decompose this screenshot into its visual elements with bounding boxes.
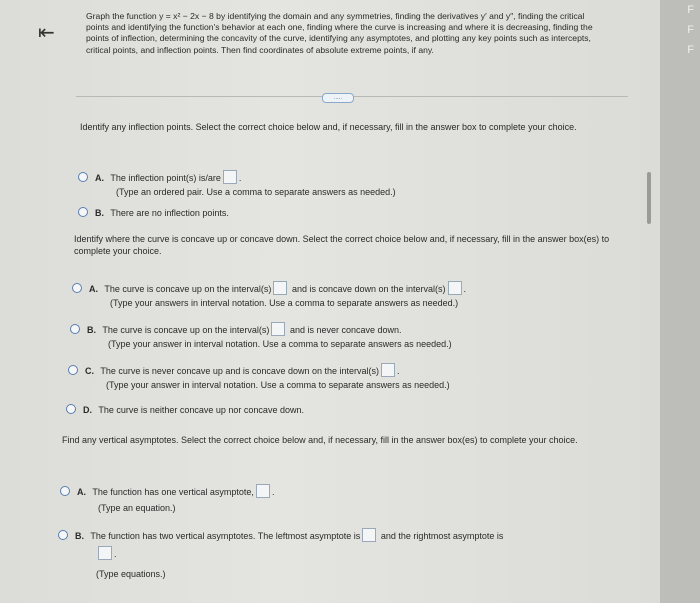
- edge-letter: F: [687, 24, 694, 36]
- q3-b-answer-box-right[interactable]: [98, 546, 112, 560]
- q1-option-a[interactable]: A. The inflection point(s) is/are .: [78, 170, 241, 184]
- q2-option-d[interactable]: [66, 404, 304, 416]
- q2-a-text2: and is concave down on the interval(s): [291, 284, 446, 294]
- q3-radio-b[interactable]: [58, 530, 68, 540]
- option-letter: B.: [95, 208, 104, 218]
- option-letter: C.: [85, 366, 94, 376]
- q2-c-text: The curve is never concave up and is concave down on the interval(s): [100, 366, 379, 376]
- q1-b-text: There are no inflection points.: [110, 208, 229, 218]
- option-letter: A.: [89, 284, 98, 294]
- q1-a-answer-box[interactable]: [223, 170, 237, 184]
- q2-a-text1: The curve is concave up on the interval(s): [104, 284, 272, 294]
- q2-radio-a[interactable]: [72, 283, 82, 293]
- question-inflection: Identify any inflection points. Select the correct choice below and, if necessary, fill in the answer box to complete your choice.: [80, 122, 577, 132]
- q2-option-b[interactable]: [70, 322, 402, 336]
- option-letter: A.: [77, 487, 86, 497]
- q2-b-text2: and is never concave down.: [289, 325, 402, 335]
- q1-radio-b[interactable]: [78, 207, 88, 217]
- q3-b-text1: The function has two vertical asymptotes. The leftmost asymptote is: [90, 531, 361, 541]
- q3-b-right-box-row: .: [96, 546, 117, 560]
- q2-d-text: The curve is neither concave up nor concave down.: [98, 405, 304, 415]
- q1-a-hint: (Type an ordered pair. Use a comma to separate answers as needed.): [116, 187, 396, 197]
- q2-option-c[interactable]: C. The curve is never concave up and is concave down on the interval(s) .: [68, 363, 400, 377]
- back-arrow-icon[interactable]: ⇤: [38, 22, 55, 44]
- q2-a-hint: (Type your answers in interval notation. Use a comma to separate answers as needed.): [110, 298, 459, 308]
- scrollbar-thumb[interactable]: [647, 172, 651, 224]
- q2-c-answer-box[interactable]: [381, 363, 395, 377]
- q2-b-text1: The curve is concave up on the interval(s): [102, 325, 270, 335]
- right-edge-panel: [660, 0, 700, 603]
- q3-b-answer-box-left[interactable]: [362, 528, 376, 542]
- option-letter: B.: [87, 325, 96, 335]
- q2-a-answer-box-down[interactable]: [448, 281, 462, 295]
- q2-option-a[interactable]: A. The curve is concave up on the interval(s) and is concave down on the interval(s) .: [72, 281, 466, 295]
- q2-b-hint: (Type your answer in interval notation. Use a comma to separate answers as needed.): [108, 339, 452, 349]
- q2-radio-d[interactable]: [66, 404, 76, 414]
- option-letter: A.: [95, 173, 104, 183]
- q2-a-answer-box-up[interactable]: [273, 281, 287, 295]
- option-letter: D.: [83, 405, 92, 415]
- q2-c-hint: (Type your answer in interval notation. Use a comma to separate answers as needed.): [106, 380, 450, 390]
- question-concavity: Identify where the curve is concave up or concave down. Select the correct choice below and, if necessary, fill in the answer box(es) to complete your choice.: [74, 234, 610, 256]
- q2-b-answer-box[interactable]: [271, 322, 285, 336]
- edge-letter: F: [687, 44, 694, 56]
- q3-option-b[interactable]: [58, 528, 503, 542]
- q3-a-hint: (Type an equation.): [98, 503, 176, 513]
- problem-statement: Graph the function y = x² − 2x − 8 by identifying the domain and any symmetries, finding the derivatives y′ and y″, finding the critical points and identifying the function's behavior at each one, finding where the curve is increasing and where it is decreasing, finding the points of inflection, determining the concavity of the curve, identifying any asymptotes, and plotting any key points such as intercepts, critical points, and inflection points. Then find coordinates of absolute extreme points, if any.: [86, 11, 593, 55]
- q2-radio-b[interactable]: [70, 324, 80, 334]
- q3-a-text: The function has one vertical asymptote,: [92, 487, 254, 497]
- question-vertical-asymptotes: Find any vertical asymptotes. Select the correct choice below and, if necessary, fill in the answer box(es) to complete your choice.: [62, 435, 578, 445]
- q1-radio-a[interactable]: [78, 172, 88, 182]
- q1-a-text: The inflection point(s) is/are: [110, 173, 221, 183]
- expand-more-button[interactable]: .....: [322, 93, 354, 103]
- q2-radio-c[interactable]: [68, 365, 78, 375]
- q3-option-a[interactable]: A. The function has one vertical asymptote, .: [60, 484, 274, 498]
- option-letter: B.: [75, 531, 84, 541]
- q3-b-hint: (Type equations.): [96, 569, 166, 579]
- edge-letter: F: [687, 4, 694, 16]
- q3-a-answer-box[interactable]: [256, 484, 270, 498]
- q3-b-text2: and the rightmost asymptote is: [380, 531, 504, 541]
- q3-radio-a[interactable]: [60, 486, 70, 496]
- q1-option-b[interactable]: [78, 207, 229, 219]
